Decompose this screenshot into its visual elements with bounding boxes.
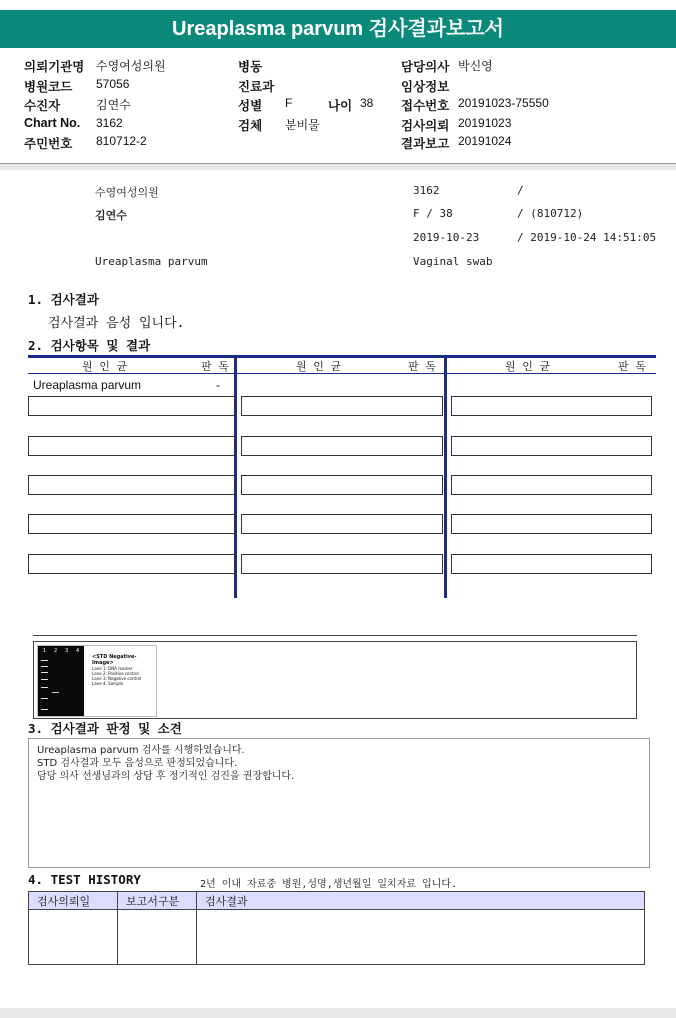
col-header-judgment-3: 판 독 bbox=[618, 360, 646, 373]
label-test-request: 검사의뢰 bbox=[401, 119, 450, 133]
organism-name: Ureaplasma parvum bbox=[33, 378, 142, 392]
report-title: Ureaplasma parvum 검사결과보고서 bbox=[0, 10, 676, 48]
value-chart-no: 3162 bbox=[96, 116, 123, 130]
label-chart-no: Chart No. bbox=[24, 116, 81, 130]
value-hospital-code: 57056 bbox=[96, 77, 130, 91]
label-hospital-code: 병원코드 bbox=[24, 80, 73, 94]
label-sex: 성별 bbox=[238, 99, 263, 113]
finding-line: Ureaplasma parvum 검사를 시행하였습니다. bbox=[37, 745, 245, 756]
info-sex-age: F / 38 bbox=[413, 207, 453, 220]
value-resident-no: 810712-2 bbox=[96, 134, 147, 148]
gel-top-rule bbox=[33, 635, 637, 636]
value-test-request: 20191023 bbox=[458, 116, 512, 130]
col-header-judgment-1: 판 독 bbox=[201, 360, 229, 373]
result-cell bbox=[451, 396, 652, 416]
info-patient: 김연수 bbox=[95, 209, 127, 222]
value-doctor: 박신영 bbox=[458, 59, 493, 73]
result-cell bbox=[241, 436, 443, 456]
section-2-title: 2. 검사항목 및 결과 bbox=[28, 338, 151, 353]
lane-label: 3 bbox=[65, 648, 69, 654]
lane-label: 1 bbox=[43, 648, 47, 654]
label-age: 나이 bbox=[328, 99, 353, 113]
label-receipt-no: 접수번호 bbox=[401, 99, 450, 113]
footer-band bbox=[0, 1008, 676, 1018]
info-clinic: 수영여성의원 bbox=[95, 186, 159, 199]
label-resident-no: 주민번호 bbox=[24, 137, 73, 151]
gel-image-title: <STD Negative-Image> bbox=[92, 654, 137, 666]
result-cell bbox=[241, 396, 443, 416]
info-report-datetime: / 2019-10-24 14:51:05 bbox=[517, 231, 657, 244]
result-summary: 검사결과 음성 입니다. bbox=[48, 316, 185, 331]
value-result-report: 20191024 bbox=[458, 134, 512, 148]
result-cell bbox=[28, 436, 235, 456]
gel-legend bbox=[92, 666, 141, 686]
info-slash: / bbox=[517, 184, 524, 197]
gel-band bbox=[41, 709, 48, 710]
value-requesting-institution: 수영여성의원 bbox=[96, 59, 166, 73]
section-3-title: 3. 검사결과 판정 및 소견 bbox=[28, 721, 182, 736]
result-cell bbox=[241, 475, 443, 495]
label-patient: 수진자 bbox=[24, 99, 61, 113]
history-note: 2년 이내 자료중 병원,성명,생년월일 일치자료 입니다. bbox=[200, 879, 458, 890]
result-cell bbox=[241, 554, 443, 574]
result-cell bbox=[451, 475, 652, 495]
label-department: 진료과 bbox=[238, 80, 275, 94]
col-header-judgment-2: 판 독 bbox=[408, 360, 436, 373]
gel-band bbox=[52, 692, 59, 693]
label-specimen: 검체 bbox=[238, 119, 263, 133]
history-table bbox=[28, 891, 645, 965]
result-cell bbox=[28, 554, 235, 574]
finding-line: 담당 의사 선생님과의 상담 후 정기적인 검진을 권장합니다. bbox=[37, 771, 295, 782]
gel-photo bbox=[38, 646, 84, 716]
gel-legend-item: Lane 1: DNA marker bbox=[92, 666, 133, 671]
history-cell bbox=[29, 910, 118, 965]
value-specimen: 분비물 bbox=[285, 118, 320, 132]
history-row bbox=[29, 910, 645, 965]
result-cell bbox=[28, 396, 235, 416]
lane-label: 2 bbox=[54, 648, 58, 654]
findings-box bbox=[28, 738, 650, 868]
history-header-request-date: 검사의뢰일 bbox=[29, 892, 118, 910]
value-age: 38 bbox=[360, 96, 374, 110]
info-test-name: Ureaplasma parvum bbox=[95, 255, 208, 268]
gel-band bbox=[41, 687, 48, 688]
col-header-organism-1: 원 인 균 bbox=[82, 360, 128, 373]
col-header-organism-2: 원 인 균 bbox=[296, 360, 342, 373]
info-specimen: Vaginal swab bbox=[413, 255, 493, 268]
value-sex: F bbox=[285, 96, 293, 110]
label-result-report: 결과보고 bbox=[401, 137, 450, 151]
gel-band bbox=[41, 672, 48, 673]
gel-band bbox=[41, 679, 48, 680]
gel-band bbox=[41, 660, 48, 661]
organism-result: - bbox=[216, 378, 220, 392]
result-cell bbox=[451, 554, 652, 574]
gel-legend-item: Lane 4: Sample bbox=[92, 681, 124, 686]
history-cell bbox=[197, 910, 645, 965]
col-header-organism-3: 원 인 균 bbox=[505, 360, 551, 373]
lane-label: 4 bbox=[76, 648, 80, 654]
result-cell bbox=[28, 475, 235, 495]
gel-legend-item: Lane 3: Negative control bbox=[92, 676, 142, 681]
gel-frame bbox=[33, 641, 637, 719]
history-header-report-type: 보고서구분 bbox=[118, 892, 197, 910]
label-ward: 병동 bbox=[238, 60, 263, 74]
gel-legend-item: Lane 2: Positive control bbox=[92, 671, 139, 676]
history-header-result: 검사결과 bbox=[197, 892, 645, 910]
gel-band bbox=[41, 698, 48, 699]
result-cell bbox=[28, 514, 235, 534]
section-4-title: 4. TEST HISTORY bbox=[28, 872, 141, 887]
history-cell bbox=[118, 910, 197, 965]
label-requesting-institution: 의뢰기관명 bbox=[24, 60, 85, 74]
finding-line: STD 검사결과 모두 음성으로 판정되었습니다. bbox=[37, 758, 238, 769]
result-cell bbox=[451, 514, 652, 534]
info-birth: / (810712) bbox=[517, 207, 584, 220]
header-band bbox=[0, 164, 676, 170]
section-1-title: 1. 검사결과 bbox=[28, 292, 99, 307]
info-receipt-date: 2019-10-23 bbox=[413, 231, 480, 244]
result-cell bbox=[451, 436, 652, 456]
result-cell bbox=[241, 514, 443, 534]
gel-band bbox=[41, 666, 48, 667]
gel-image bbox=[37, 645, 157, 717]
label-doctor: 담당의사 bbox=[401, 60, 450, 74]
value-patient: 김연수 bbox=[96, 98, 131, 112]
value-receipt-no: 20191023-75550 bbox=[458, 96, 549, 110]
info-chart: 3162 bbox=[413, 184, 440, 197]
table-col-divider-2 bbox=[444, 355, 447, 598]
label-clinical-info: 임상정보 bbox=[401, 80, 450, 94]
